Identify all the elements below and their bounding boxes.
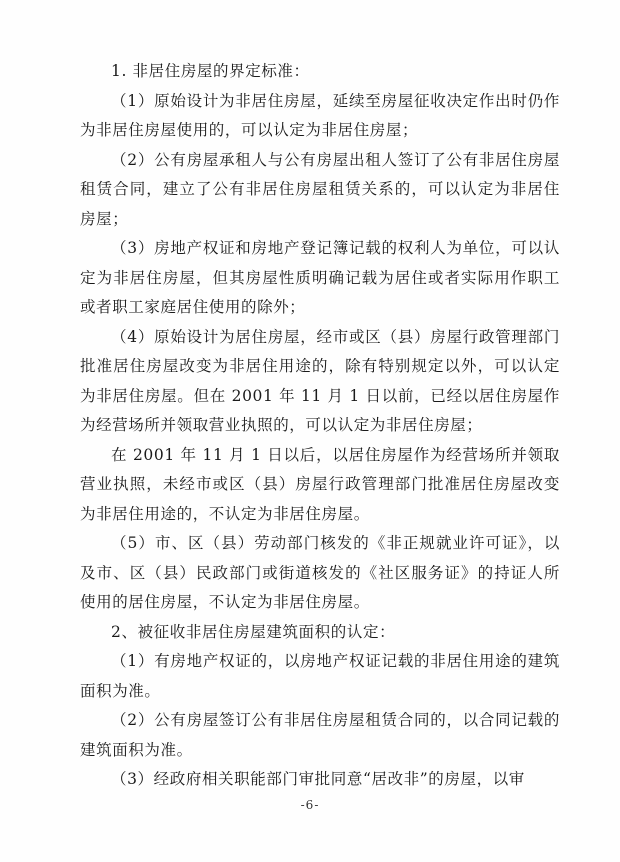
- paragraph-11: （3）经政府相关职能部门审批同意“居改非”的房屋，以审: [111, 770, 525, 788]
- paragraph-5: （4）原始设计为居住房屋，经市或区（县）房屋行政管理部门批准居住房屋改变为非居住用途的，除有特别规定以外，可以认定为非居住房屋。但在 2001 年 11 月 1 日以前，已经以居住房屋作为经营场所并领取营业执照的，可以认定为非居住房屋；: [80, 327, 560, 434]
- paragraph-10: （2）公有房屋签订公有非居住房屋租赁合同的，以合同记载的建筑面积为准。: [80, 711, 560, 759]
- paragraph-9: （1）有房地产权证的，以房地产权证记载的非居住用途的建筑面积为准。: [80, 652, 560, 700]
- page-number: -6-: [300, 798, 320, 812]
- paragraph-8: 2、被征收非居住房屋建筑面积的认定：: [111, 622, 396, 641]
- paragraph-6: 在 2001 年 11 月 1 日以后，以居住房屋作为经营场所并领取营业执照，未经市或区（县）房屋行政管理部门批准居住房屋改变为非居住用途的，不认定为非居住房屋。: [80, 445, 560, 523]
- paragraph-2: （1）原始设计为非居住房屋，延续至房屋征收决定作出时仍作为非居住房屋使用的，可以认定为非居住房屋；: [80, 91, 560, 139]
- paragraph-7: （5）市、区（县）劳动部门核发的《非正规就业许可证》，以及市、区（县）民政部门或街道核发的《社区服务证》的持证人所使用的居住房屋，不认定为非居住房屋。: [80, 534, 560, 611]
- paragraph-4: （3）房地产权证和房地产登记簿记载的权利人为单位，可以认定为非居住房屋，但其房屋性质明确记载为居住或者实际用作职工或者职工家庭居住使用的除外；: [80, 239, 560, 316]
- document-body: [80, 57, 560, 795]
- paragraph-3: （2）公有房屋承租人与公有房屋出租人签订了公有非居住房屋租赁合同，建立了公有非居住房屋租赁关系的，可以认定为非居住房屋；: [80, 150, 560, 228]
- paragraph-1: 1. 非居住房屋的界定标准：: [111, 62, 310, 80]
